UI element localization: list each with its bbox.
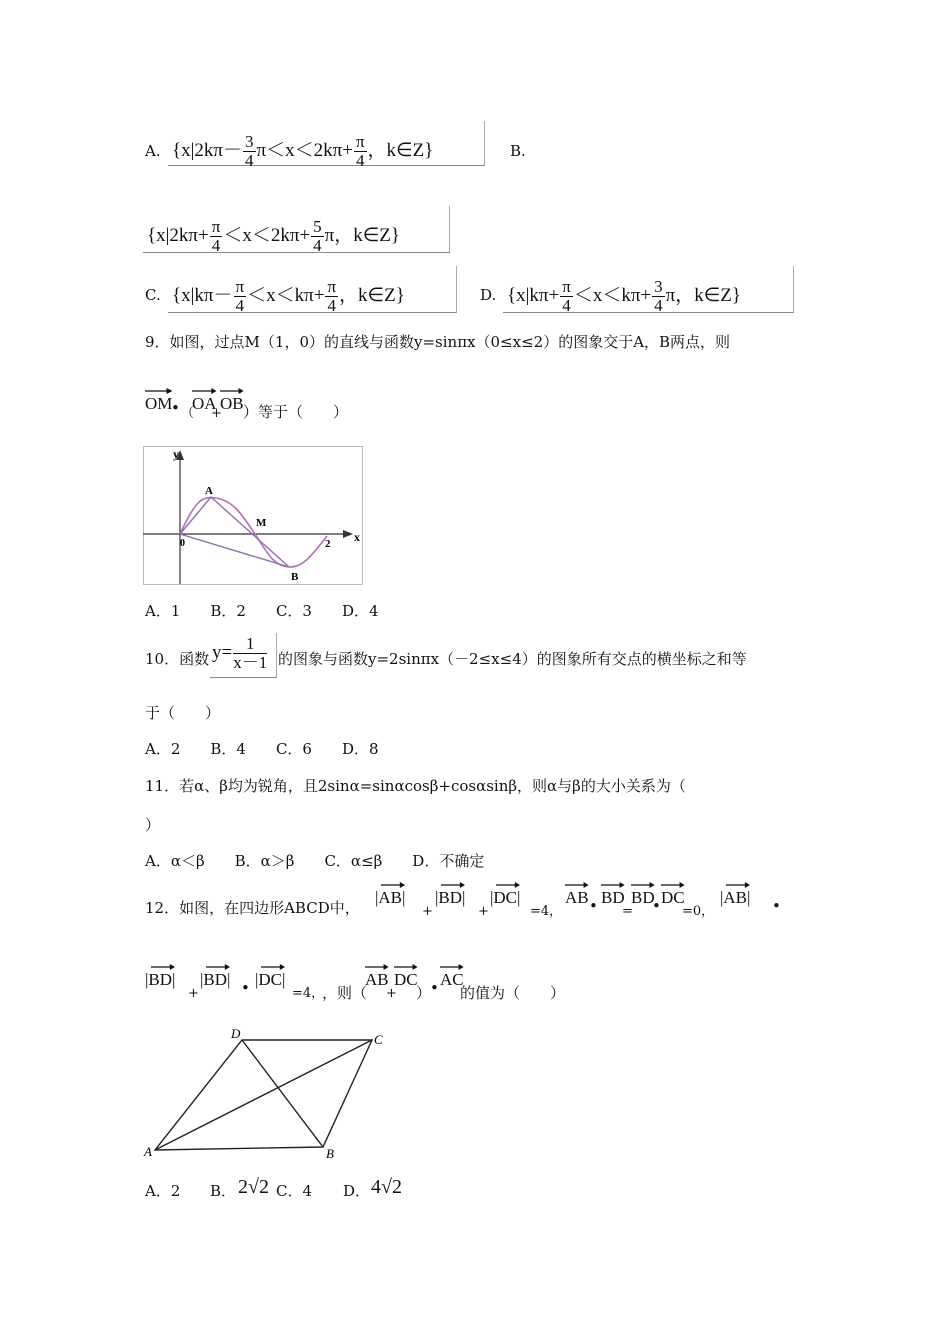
denominator: 4	[211, 236, 221, 255]
vector-om	[145, 394, 172, 414]
formula-text: {x|2kπ－	[172, 139, 243, 161]
vector-arrow-icon	[440, 964, 464, 970]
vector-label: AB	[365, 970, 389, 989]
y-axis-label: y	[173, 447, 179, 461]
denominator: 4	[313, 236, 322, 255]
formula-text: y=	[212, 641, 233, 663]
dot-operator: •	[241, 979, 250, 997]
plus-operator: +	[386, 986, 397, 1001]
q8-option-b-label: B.	[510, 142, 526, 160]
open-paren: （	[181, 406, 195, 421]
numerator: 5	[313, 217, 322, 236]
formula-text: π＜x＜2kπ+	[256, 139, 353, 161]
abs-vector-bd: |BD|	[200, 970, 230, 990]
numerator: π	[327, 277, 337, 296]
diagonal-bd	[242, 1040, 323, 1147]
vector-arrow-icon	[726, 882, 750, 888]
dot-operator: •	[589, 897, 598, 915]
q8-option-a-formula	[168, 121, 485, 170]
vector-arrow-icon	[601, 882, 625, 888]
then-text: ，则（	[322, 984, 368, 1002]
q8-option-c-label: C.	[145, 286, 161, 304]
q12-option-d-label: D．	[343, 1182, 371, 1200]
vector-arrow-icon	[206, 964, 230, 970]
vertex-a-label: A	[144, 1144, 152, 1159]
origin-label: 0	[180, 538, 185, 549]
diagonal-ac	[155, 1040, 372, 1150]
q10-function-formula	[210, 633, 277, 678]
vector-label: OA	[192, 394, 217, 413]
q12-option-c: C．4	[276, 1182, 313, 1200]
vector-ab	[565, 888, 589, 908]
formula-text: ＜x＜kπ+	[247, 284, 325, 306]
formula-text: ＜x＜kπ+	[573, 284, 652, 306]
formula-text: ，k∈Z}	[339, 284, 405, 306]
q9-stem: 9．如图，过点M（1，0）的直线与函数y=sinπx（0≤x≤2）的图象交于A，B两点，则	[145, 333, 731, 351]
x-axis-label: x	[354, 530, 360, 544]
q8-option-a-label: A.	[145, 142, 161, 160]
dot-operator: •	[772, 897, 781, 915]
q11-stem: 11．若α、β均为锐角，且2sinα=sinαcosβ+cosαsinβ，则α与β的大小关系为（	[145, 777, 686, 795]
vector-arrow-icon	[661, 882, 685, 888]
q10-rest: 的图象与函数y=2sinπx（－2≤x≤4）的图象所有交点的横坐标之和等	[278, 650, 747, 668]
q12-option-d-value: 4√2	[371, 1176, 402, 1198]
formula-text: {x|2kπ+	[147, 224, 209, 246]
vector-label: OB	[220, 394, 244, 413]
q12-option-b-value: 2√2	[238, 1176, 269, 1198]
x-tick-2-label: 2	[325, 538, 331, 550]
vector-label: BD	[438, 888, 463, 907]
abs-vector-dc: |DC|	[255, 970, 285, 990]
vertex-d-label: D	[231, 1026, 241, 1041]
plus-operator: +	[211, 406, 222, 421]
vector-arrow-icon	[261, 964, 285, 970]
vector-arrow-icon	[192, 388, 217, 394]
numerator: π	[355, 132, 365, 151]
q9-sine-graph	[143, 446, 365, 588]
vector-arrow-icon	[631, 882, 655, 888]
vertex-b-label: B	[326, 1146, 334, 1161]
abs-vector-bd: |BD|	[145, 970, 175, 990]
vector-label: BD	[601, 888, 625, 907]
vector-arrow-icon	[151, 964, 175, 970]
denominator: 4	[355, 151, 365, 170]
abs-vector-dc: |DC|	[490, 888, 520, 908]
equals-4: =4，	[292, 986, 325, 1001]
q10-options: A．2 B．4 C．6 D．8	[145, 740, 379, 758]
q8-option-c-formula	[168, 266, 457, 313]
vector-label: DC	[258, 970, 283, 989]
equals-operator: =	[622, 904, 633, 919]
abs-vector-ab: |AB|	[375, 888, 405, 908]
denominator: 4	[654, 296, 663, 315]
point-m-label: M	[256, 517, 267, 529]
plus-operator: +	[422, 904, 433, 919]
vector-arrow-icon	[496, 882, 520, 888]
vector-label: BD	[203, 970, 228, 989]
formula-text: ＜x＜2kπ+	[223, 224, 311, 246]
denominator: 4	[235, 296, 245, 315]
numerator: 3	[245, 132, 254, 151]
point-a-label: A	[205, 485, 213, 497]
q11-line2: ）	[145, 816, 161, 834]
vector-label: DC	[493, 888, 518, 907]
vector-arrow-icon	[441, 882, 465, 888]
numerator: 3	[654, 277, 663, 296]
q12-option-b-label: B．	[210, 1182, 237, 1200]
dot-operator: •	[652, 897, 661, 915]
q8-option-b-formula	[143, 206, 450, 253]
q9-options: A．1 B．2 C．3 D．4	[145, 602, 379, 620]
dot-operator: •	[430, 979, 439, 997]
denominator: 4	[327, 296, 336, 315]
vector-label: AB	[378, 888, 403, 907]
vector-arrow-icon	[394, 964, 418, 970]
vector-ob	[220, 394, 244, 414]
vector-label: AB	[565, 888, 589, 907]
numerator: 1	[233, 635, 267, 654]
plus-operator: +	[478, 904, 489, 919]
vector-arrow-icon	[365, 964, 389, 970]
vector-label: BD	[148, 970, 173, 989]
q9-tail: ）等于（ ）	[243, 403, 349, 421]
abs-vector-bd: |BD|	[435, 888, 465, 908]
vector-dc	[394, 970, 418, 990]
equals-0: =0，	[682, 904, 715, 919]
close-paren: ）	[416, 984, 432, 1002]
dot-operator: •	[171, 399, 180, 417]
vector-label: DC	[394, 970, 418, 989]
q10-line2: 于（ ）	[145, 704, 221, 722]
equals-4: =4，	[530, 904, 563, 919]
formula-text: {x|kπ+	[507, 284, 560, 306]
denominator: 4	[562, 296, 571, 315]
formula-text: ，k∈Z}	[367, 139, 434, 161]
vector-arrow-icon	[565, 882, 589, 888]
vector-label: BD	[631, 888, 655, 907]
vector-arrow-icon	[145, 388, 172, 394]
q10-prefix: 10．函数	[145, 650, 210, 668]
vector-label: AC	[440, 970, 464, 989]
q11-options: A．α＜β B．α＞β C．α≤β D．不确定	[145, 852, 485, 870]
vector-arrow-icon	[220, 388, 244, 394]
q12-option-a: A．2	[145, 1182, 181, 1200]
plus-operator: +	[188, 986, 199, 1001]
denominator: x－1	[233, 653, 268, 672]
abs-vector-ab: |AB|	[720, 888, 750, 908]
formula-text: {x|kπ－	[172, 284, 233, 306]
numerator: π	[235, 277, 245, 296]
q8-option-d-label: D.	[480, 286, 497, 304]
numerator: π	[211, 217, 221, 236]
vector-label: AB	[723, 888, 748, 907]
vector-label: DC	[661, 888, 685, 907]
q12-ask: 的值为（ ）	[460, 984, 566, 1002]
formula-text: π，k∈Z}	[324, 224, 401, 246]
denominator: 4	[245, 151, 254, 170]
vector-label: OM	[145, 394, 173, 413]
point-b-label: B	[291, 571, 299, 583]
q12-prefix: 12．如图，在四边形ABCD中，	[145, 899, 360, 917]
vector-arrow-icon	[381, 882, 405, 888]
formula-text: π，k∈Z}	[665, 284, 742, 306]
q12-quadrilateral-figure	[140, 1022, 400, 1167]
graph-frame	[144, 447, 363, 585]
numerator: π	[562, 277, 571, 296]
q8-option-d-formula	[503, 266, 794, 313]
vertex-c-label: C	[374, 1032, 383, 1047]
